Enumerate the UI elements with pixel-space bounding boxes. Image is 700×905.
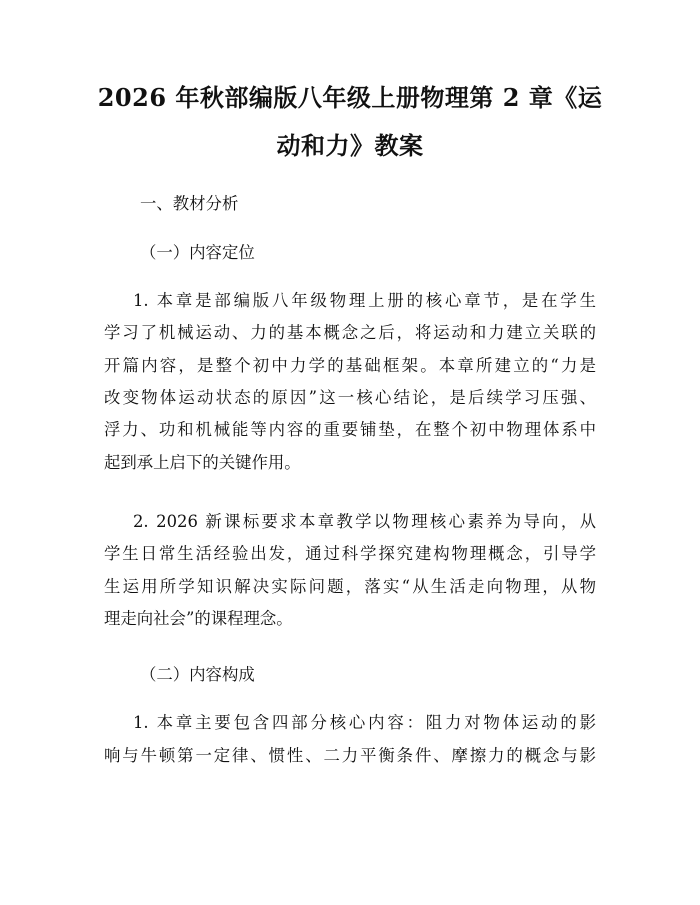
paragraph-1-line: 浮力、功和机械能等内容的重要铺垫，在整个初中物理体系中 xyxy=(104,420,596,439)
subsection-heading-content-composition: （二）内容构成 xyxy=(140,665,255,684)
paragraph-1-line: 学习了机械运动、力的基本概念之后，将运动和力建立关联的 xyxy=(104,323,596,342)
paragraph-1-line: 改变物体运动状态的原因”这一核心结论，是后续学习压强、 xyxy=(104,388,596,407)
paragraph-1-line: 开篇内容，是整个初中力学的基础框架。本章所建立的“力是 xyxy=(104,356,596,375)
title-line-1: 2026 年秋部编版八年级上册物理第 2 章《运 xyxy=(97,83,603,112)
paragraph-3-line: 响与牛顿第一定律、惯性、二力平衡条件、摩擦力的概念与影 xyxy=(104,746,596,765)
section-heading-textbook-analysis: 一、教材分析 xyxy=(140,194,239,213)
paragraph-3-line: 1. 本章主要包含四部分核心内容：阻力对物体运动的影 xyxy=(133,713,596,732)
paragraph-1-line: 1. 本章是部编版八年级物理上册的核心章节，是在学生 xyxy=(133,291,596,310)
title-line-2: 动和力》教案 xyxy=(276,131,424,160)
paragraph-2-line: 2. 2026 新课标要求本章教学以物理核心素养为导向，从 xyxy=(133,512,596,531)
subsection-heading-content-positioning: （一）内容定位 xyxy=(140,243,255,262)
paragraph-1-line: 起到承上启下的关键作用。 xyxy=(104,453,301,472)
document-title xyxy=(92,74,608,170)
paragraph-2-line: 生运用所学知识解决实际问题，落实“从生活走向物理，从物 xyxy=(104,577,596,596)
paragraph-2-line: 学生日常生活经验出发，通过科学探究建构物理概念，引导学 xyxy=(104,544,596,563)
paragraph-2-line: 理走向社会”的课程理念。 xyxy=(104,609,293,628)
